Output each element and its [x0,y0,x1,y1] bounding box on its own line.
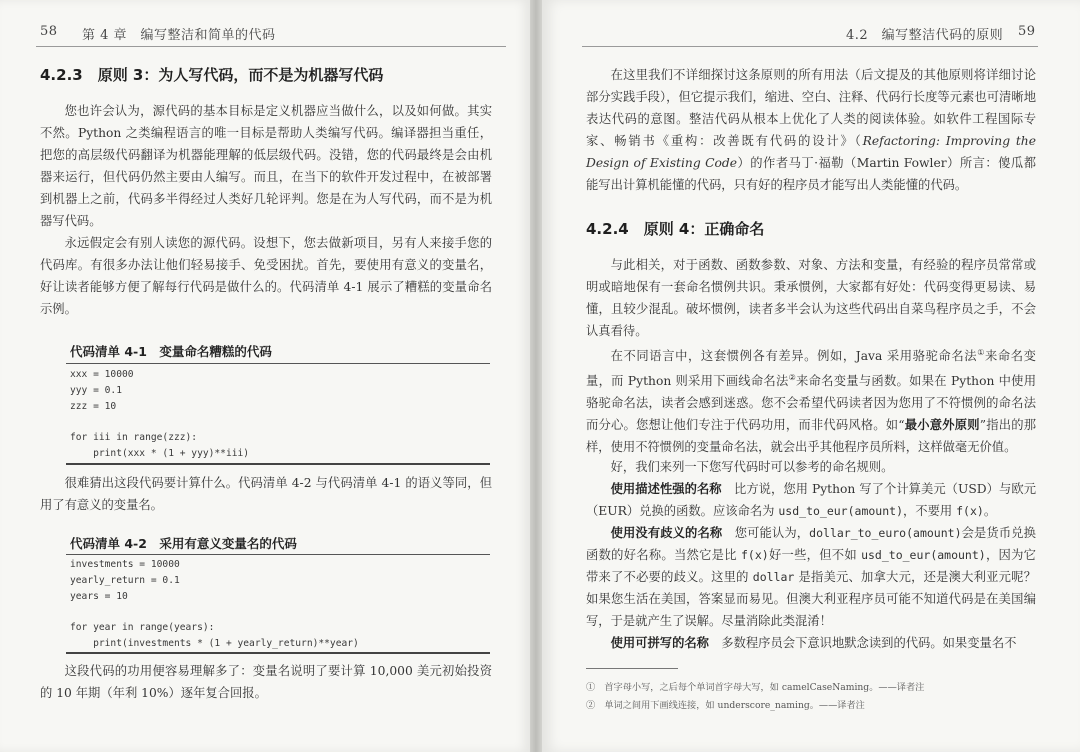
listing-rule [66,463,490,465]
paragraph: 好，我们来列一下您写代码时可以参考的命名规则。 [610,460,894,474]
book-gutter [530,0,542,752]
footnote: ① 首字母小写，之后每个单词首字母大写，如 camelCaseNaming。——译者注 [586,682,925,693]
naming-rule-unambiguous: 使用没有歧义的名称 您可能认为，dollar_to_euro(amount)会是货币兑换函数的好名称。当然它是比 f(x)好一些，但不如 usd_to_eur(amount)，因为它带来了不必要的歧义。这里的 dollar 是指美元、加拿大元，还是澳大利亚元呢？如果您生活在美国，答案显而易见。但澳大利亚程序员可能不知道代码是在美国编写，于是就产生了误解。尽量消除此类混淆！ [586,526,1036,628]
naming-rule-descriptive: 使用描述性强的名称 比方说，您用 Python 写了个计算美元（USD）与欧元（EUR）兑换的函数。应该命名为 usd_to_eur(amount)，不要用 f(x)。 [586,482,1036,518]
page-number: 59 [1018,24,1036,39]
code-listing: investments = 10000 yearly_return = 0.1 years = 10 for year in range(years): print(investments * (1 + yearly_return)**year) [70,559,359,649]
right-page [542,0,1080,752]
inline-code: f(x) [740,548,769,562]
rule-term: 使用可拼写的名称 [610,636,709,650]
inline-code: f(x) [956,504,984,518]
left-page [0,0,530,752]
paragraph: 这段代码的功用便容易理解多了：变量名说明了要计算 10,000 美元初始投资的 10 年期（年利 10%）逐年复合回报。 [40,664,492,700]
listing-title: 代码清单 4-2 采用有意义变量名的代码 [70,536,297,551]
footnote-rule [586,668,678,669]
listing-rule [66,554,490,555]
paragraph: 在这里我们不详细探讨这条原则的所有用法（后文提及的其他原则将详细讨论部分实践手段），但它提示我们，缩进、空白、注释、代码行长度等元素也可清晰地表达代码的意图。整洁代码从根本上优化了人类的阅读体验。如软件工程国际专家、畅销书《重构：改善既有代码的设计》（Refactoring: Improving the Design of Existing Code）的作者马丁·福勒（Martin Fowler）所言：傻瓜都能写出计算机能懂的代码，只有好的程序员才能写出人类能懂的代码。 [586,68,1036,192]
inline-code: usd_to_eur(amount) [861,548,986,562]
page-number: 58 [40,24,58,39]
section-heading-4-2-3: 4.2.3 原则 3：为人写代码，而不是为机器写代码 [40,66,384,84]
rule-term: 使用描述性强的名称 [610,482,722,496]
paragraph: 很难猜出这段代码要计算什么。代码清单 4-2 与代码清单 4-1 的语义等同，但用了有意义的变量名。 [40,476,492,512]
inline-code: dollar [752,570,795,584]
inline-code: usd_to_eur(amount) [778,504,903,518]
inline-code: dollar_to_euro(amount) [809,526,962,540]
section-header: 4.2 编写整洁代码的原则 [846,28,1004,43]
listing-title: 代码清单 4-1 变量命名糟糕的代码 [70,344,272,359]
footnote: ② 单词之间用下画线连接，如 underscore_naming。——译者注 [586,700,865,711]
paragraph: 永远假定会有别人读您的源代码。设想下，您去做新项目，另有人来接手您的代码库。有很多办法让他们轻易接手、免受困扰。首先，要使用有意义的变量名，好让读者能够方便了解每行代码是做什么的。代码清单 4-1 展示了糟糕的变量命名示例。 [40,236,492,316]
listing-rule [66,363,490,364]
code-listing: xxx = 10000 yyy = 0.1 zzz = 10 for iii in range(zzz): print(xxx * (1 + yyy)**iii) [70,369,250,459]
emphasis: 最小意外原则 [904,418,980,433]
paragraph: 在不同语言中，这套惯例各有差异。例如，Java 采用骆驼命名法①来命名变量，而 Python 则采用下画线命名法②来命名变量与函数。如果在 Python 中使用骆驼命名法，读者会感到迷惑。您不会希望代码读者因为您用了不符惯例的命名法而分心。您想让他们专注于代码功用，而非代码风格。如“最小意外原则”指出的那样，使用不符惯例的变量命名法，就会出乎其他程序员所料，这样做毫无价值。 [586,348,1036,455]
section-heading-4-2-4: 4.2.4 原则 4：正确命名 [586,220,765,238]
header-rule [36,46,506,47]
chapter-header: 第 4 章 编写整洁和简单的代码 [82,28,276,43]
footnote-ref: ② [788,373,797,383]
header-rule [582,46,1038,47]
rule-term: 使用没有歧义的名称 [610,526,723,540]
paragraph: 您也许会认为，源代码的基本目标是定义机器应当做什么，以及如何做。其实不然。Python 之类编程语言的唯一目标是帮助人类编写代码。编译器担当重任，把您的高层级代码翻译为机器能理解的低层级代码。没错，您的代码最终是会由机器来运行，但代码仍然主要由人编写。而且，在当下的软件开发过程中，在被部署到机器上之前，代码多半得经过人类好几轮评判。您是在为人写代码，而不是为机器写代码。 [40,104,492,228]
book-title: Refactoring: Improving the Design of Existing Code [586,134,1036,170]
paragraph: 与此相关，对于函数、函数参数、对象、方法和变量，有经验的程序员常常或明或暗地保有一套命名惯例共识。秉承惯例，大家都有好处：代码变得更易读、易懂，且较少混乱。破坏惯例，读者多半会认为这些代码出自菜鸟程序员之手，不会认真看待。 [586,258,1036,338]
footnote-ref: ① [977,348,985,357]
listing-rule [66,652,490,654]
naming-rule-pronounceable: 使用可拼写的名称 多数程序员会下意识地默念读到的代码。如果变量名不 [610,636,1017,650]
